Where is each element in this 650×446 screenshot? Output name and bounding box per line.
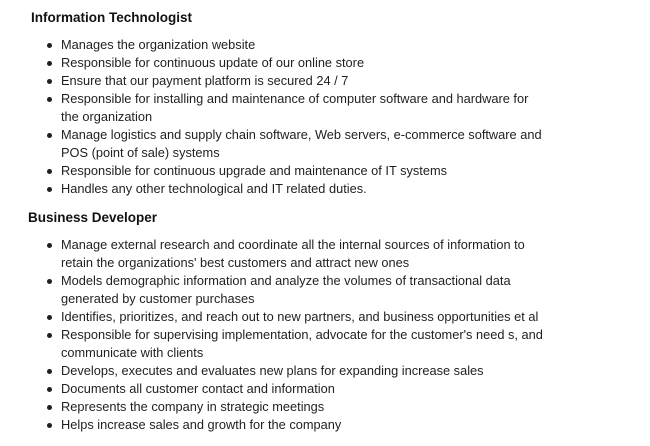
list-item-text-line: Responsible for continuous upgrade and maintenance of IT systems	[61, 163, 448, 178]
list-item	[0, 126, 560, 162]
bullet-icon	[47, 243, 52, 248]
duties-list-business-developer	[0, 236, 560, 434]
list-item-text-line: the organization	[61, 109, 153, 124]
bullet-icon	[47, 187, 52, 192]
bullet-icon	[47, 369, 52, 374]
bullet-icon	[47, 279, 52, 284]
bullet-icon	[47, 97, 52, 102]
list-item	[0, 54, 560, 72]
list-item-text-line: POS (point of sale) systems	[61, 145, 220, 160]
bullet-icon	[47, 133, 52, 138]
list-item-text-line: retain the organizations' best customers and attract new ones	[61, 255, 410, 270]
section-heading-information-technologist: Information Technologist	[31, 10, 192, 25]
list-item-text-line: communicate with clients	[61, 345, 204, 360]
list-item	[0, 416, 560, 434]
list-item-text-line: Responsible for installing and maintenance of computer software and hardware for	[61, 91, 529, 106]
list-item	[0, 72, 560, 90]
bullet-icon	[47, 333, 52, 338]
list-item-text-line: Responsible for supervising implementation, advocate for the customer's need s, and	[61, 327, 543, 342]
list-item-text-line: Handles any other technological and IT related duties.	[61, 181, 367, 196]
list-item-text-line: Represents the company in strategic meetings	[61, 399, 325, 414]
list-item-text-line: Ensure that our payment platform is secured 24 / 7	[61, 73, 349, 88]
list-item	[0, 308, 560, 326]
bullet-icon	[47, 79, 52, 84]
list-item	[0, 326, 560, 362]
bullet-icon	[47, 315, 52, 320]
list-item-text-line: Identifies, prioritizes, and reach out to new partners, and business opportunities et al	[61, 309, 539, 324]
section-heading-business-developer: Business Developer	[28, 210, 158, 225]
list-item-text-line: Models demographic information and analyze the volumes of transactional data	[61, 273, 511, 288]
list-item	[0, 398, 560, 416]
list-item	[0, 362, 560, 380]
bullet-icon	[47, 405, 52, 410]
list-item-text-line: Manage external research and coordinate all the internal sources of information to	[61, 237, 525, 252]
bullet-icon	[47, 61, 52, 66]
list-item	[0, 90, 560, 126]
list-item	[0, 180, 560, 198]
list-item-text-line: Documents all customer contact and information	[61, 381, 335, 396]
list-item	[0, 36, 560, 54]
bullet-icon	[47, 169, 52, 174]
bullet-icon	[47, 387, 52, 392]
list-item	[0, 272, 560, 308]
list-item	[0, 162, 560, 180]
list-item	[0, 236, 560, 272]
bullet-icon	[47, 423, 52, 428]
list-item-text-line: Develops, executes and evaluates new plans for expanding increase sales	[61, 363, 484, 378]
list-item	[0, 380, 560, 398]
duties-list-information-technologist	[0, 36, 560, 198]
bullet-icon	[47, 43, 52, 48]
list-item-text-line: Manage logistics and supply chain software, Web servers, e-commerce software and	[61, 127, 542, 142]
list-item-text-line: Responsible for continuous update of our online store	[61, 55, 365, 70]
list-item-text-line: Helps increase sales and growth for the company	[61, 417, 342, 432]
list-item-text-line: Manages the organization website	[61, 37, 256, 52]
list-item-text-line: generated by customer purchases	[61, 291, 255, 306]
